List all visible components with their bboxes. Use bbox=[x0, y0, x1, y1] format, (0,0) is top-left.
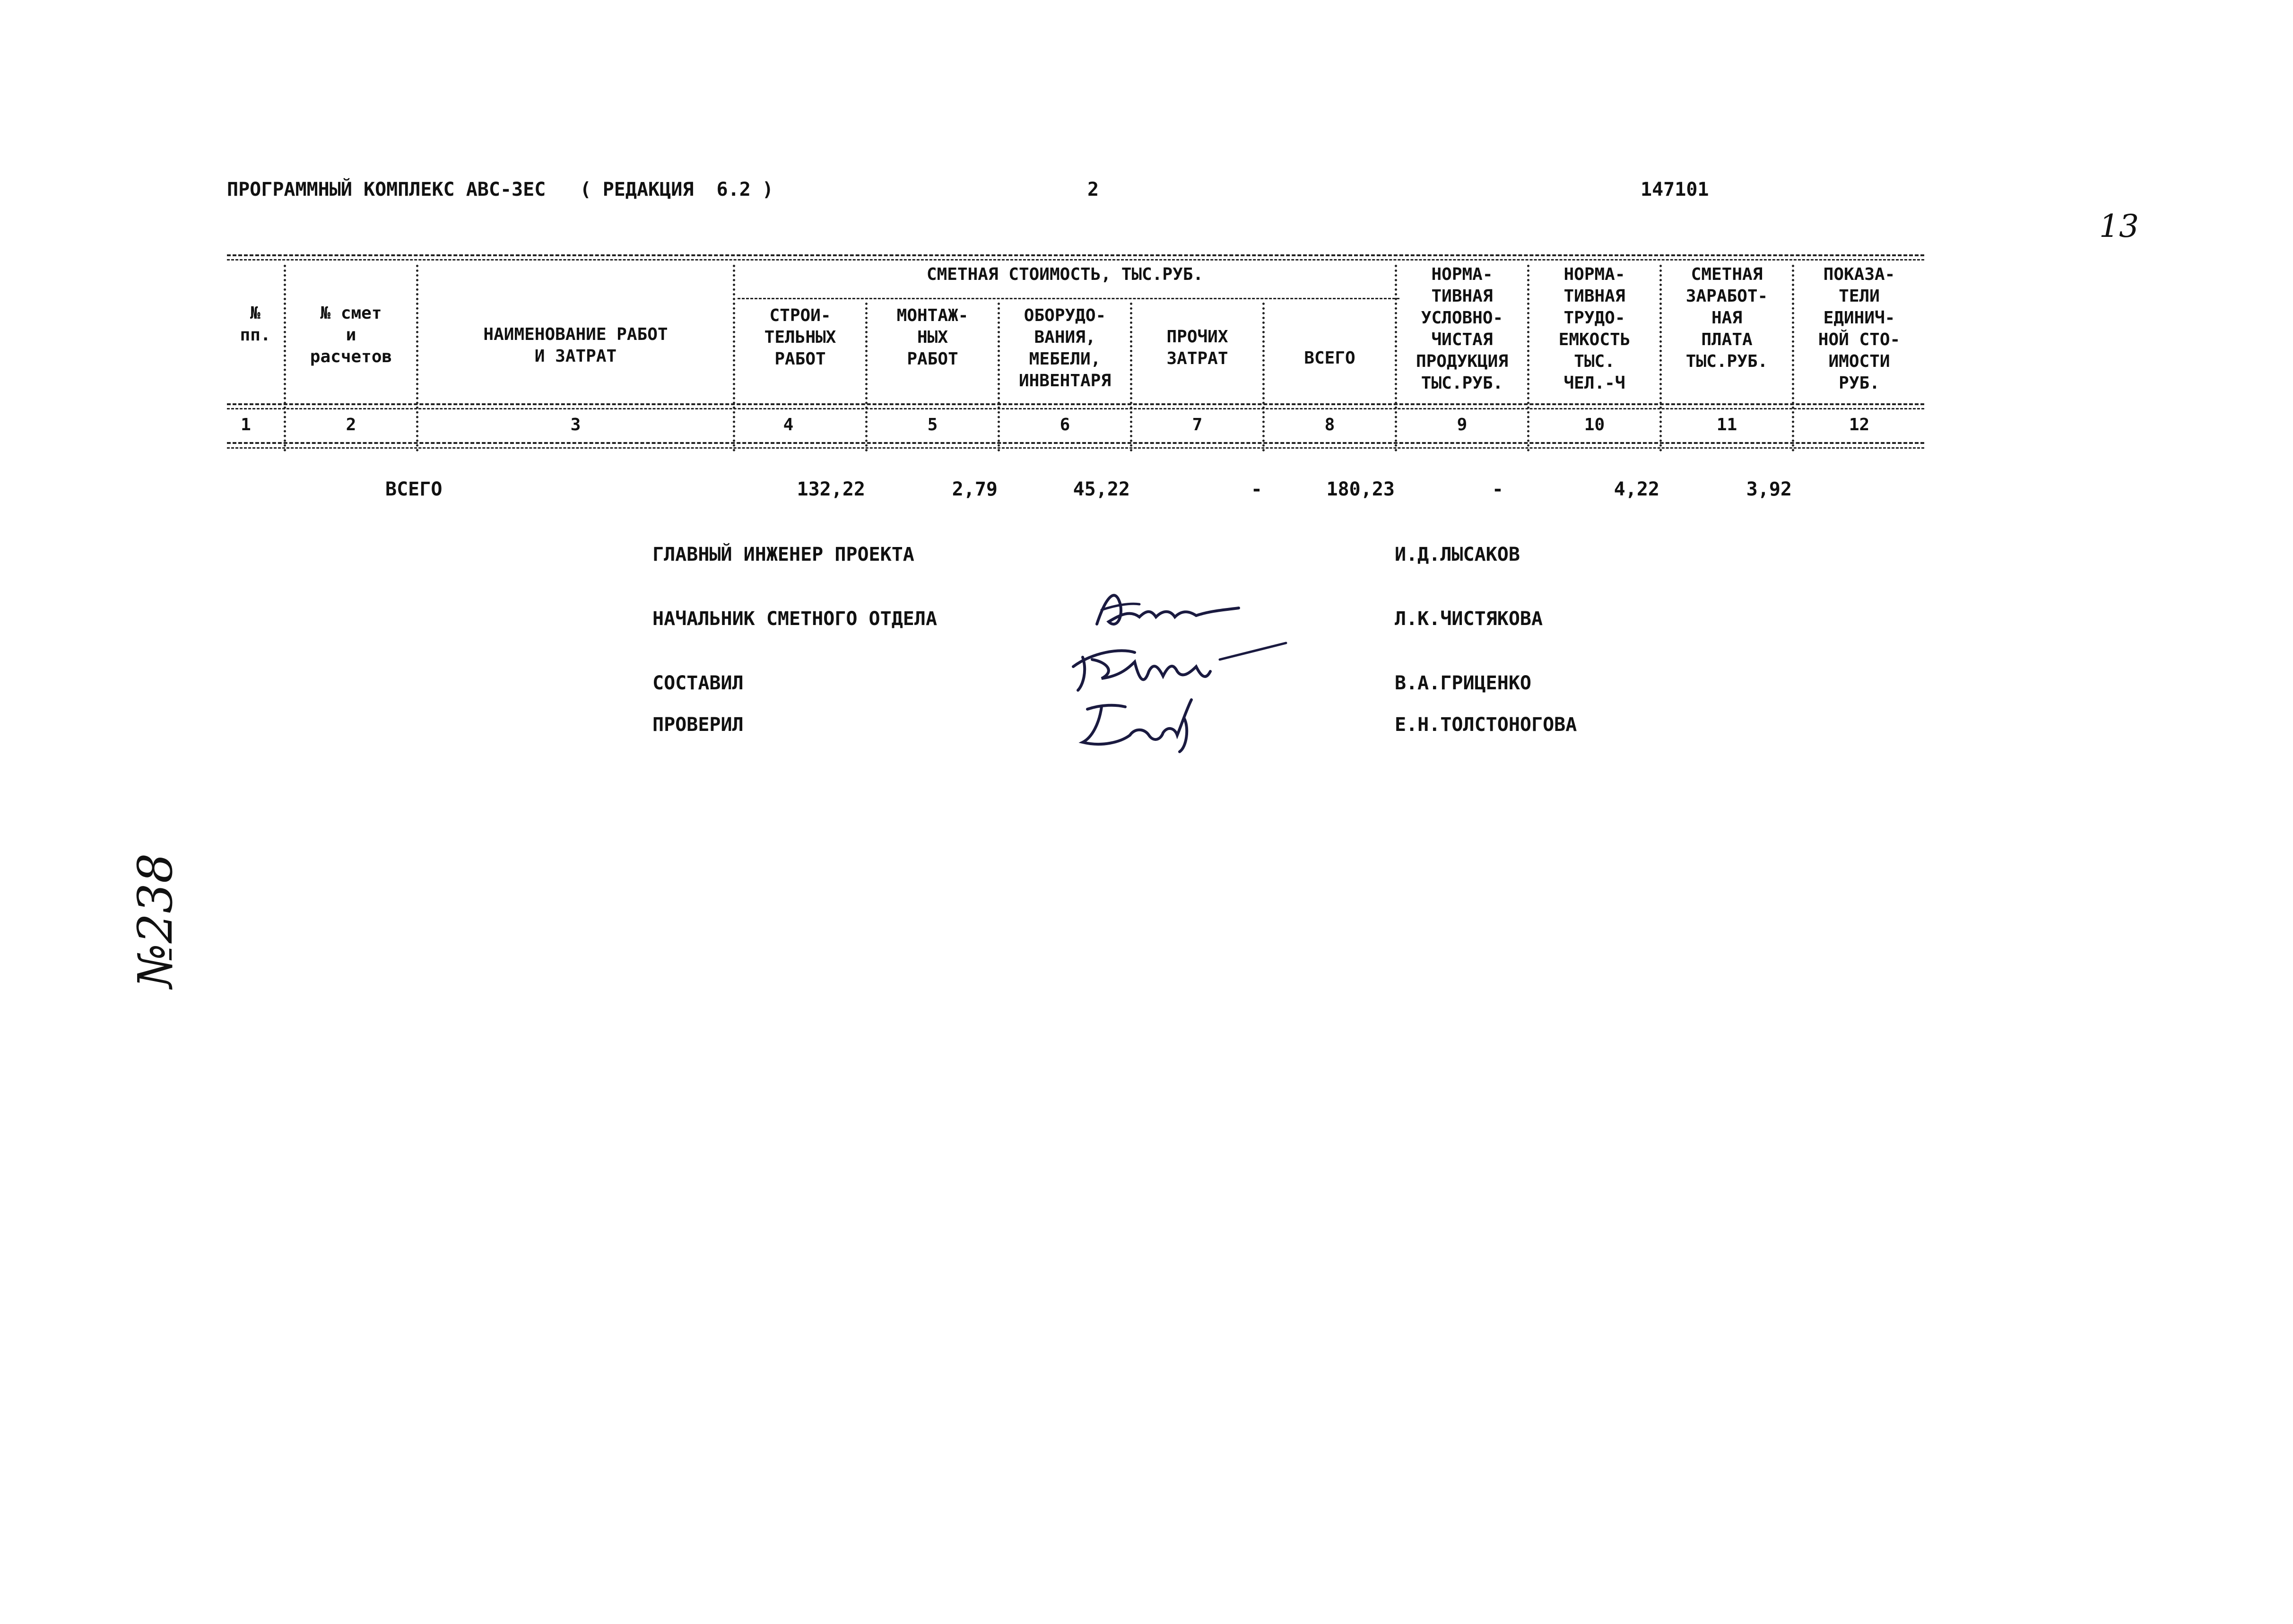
signature-role: ГЛАВНЫЙ ИНЖЕНЕР ПРОЕКТА bbox=[652, 544, 914, 565]
total-construction: 132,22 bbox=[797, 478, 865, 500]
col-number: 5 bbox=[927, 415, 938, 434]
col-header-labor-intensity: НОРМА- ТИВНАЯ ТРУДО- ЕМКОСТЬ ТЫС. ЧЕЛ.-Ч bbox=[1558, 265, 1631, 393]
corner-page-mark: 13 bbox=[2099, 208, 2139, 244]
signature-role: СОСТАВИЛ bbox=[652, 672, 744, 694]
col-number: 8 bbox=[1324, 415, 1335, 434]
total-net-production: - bbox=[1492, 478, 1503, 500]
col-number: 3 bbox=[570, 415, 581, 434]
col-number: 12 bbox=[1849, 415, 1870, 434]
group-subheader-rule bbox=[738, 298, 1399, 299]
col-header-installation: МОНТАЖ- НЫХ РАБОТ bbox=[896, 306, 969, 369]
handwritten-signature-checker bbox=[1073, 690, 1215, 756]
total-labor-intensity: 4,22 bbox=[1614, 478, 1659, 500]
col-number: 2 bbox=[346, 415, 356, 434]
total-row-label: ВСЕГО bbox=[385, 478, 443, 500]
col-header-work-name: НАИМЕНОВАНИЕ РАБОТ И ЗАТРАТ bbox=[483, 325, 668, 366]
numbers-bottom-rule-2 bbox=[227, 447, 1924, 449]
col-header-estimate-number: № смет и расчетов bbox=[310, 304, 392, 366]
header-bottom-rule bbox=[227, 403, 1924, 405]
signature-role: НАЧАЛЬНИК СМЕТНОГО ОТДЕЛА bbox=[652, 608, 938, 630]
handwritten-signature-chief-estimator bbox=[1087, 577, 1248, 638]
col-header-wages: СМЕТНАЯ ЗАРАБОТ- НАЯ ПЛАТА ТЫС.РУБ. bbox=[1685, 265, 1768, 371]
numbers-bottom-rule bbox=[227, 442, 1924, 444]
table-top-rule bbox=[227, 254, 1924, 256]
signature-role: ПРОВЕРИЛ bbox=[652, 714, 744, 736]
page-number: 2 bbox=[1087, 179, 1099, 200]
col-header-total: ВСЕГО bbox=[1304, 348, 1355, 368]
total-all: 180,23 bbox=[1326, 478, 1395, 500]
total-installation: 2,79 bbox=[952, 478, 998, 500]
col-number: 11 bbox=[1716, 415, 1737, 434]
col-header-net-production: НОРМА- ТИВНАЯ УСЛОВНО- ЧИСТАЯ ПРОДУКЦИЯ ТЫС.РУБ. bbox=[1416, 265, 1509, 393]
col-number: 4 bbox=[783, 415, 794, 434]
total-other-costs: - bbox=[1251, 478, 1262, 500]
header-bottom-rule-2 bbox=[227, 408, 1924, 409]
col-header-other-costs: ПРОЧИХ ЗАТРАТ bbox=[1166, 327, 1228, 368]
col-header-item-number: № пп. bbox=[240, 304, 271, 345]
signature-name: Е.Н.ТОЛСТОНОГОВА bbox=[1395, 714, 1577, 736]
table-top-rule-2 bbox=[227, 259, 1924, 261]
col-header-unit-cost: ПОКАЗА- ТЕЛИ ЕДИНИЧ- НОЙ СТО- ИМОСТИ РУБ. bbox=[1818, 265, 1901, 393]
total-equipment: 45,22 bbox=[1073, 478, 1130, 500]
col-number: 9 bbox=[1457, 415, 1468, 434]
col-number: 1 bbox=[241, 415, 251, 434]
signature-name: В.А.ГРИЦЕНКО bbox=[1395, 672, 1531, 694]
program-header: ПРОГРАММНЫЙ КОМПЛЕКС АВС-3ЕС ( РЕДАКЦИЯ 6.2 ) bbox=[227, 179, 773, 200]
total-wages: 3,92 bbox=[1746, 478, 1792, 500]
document-code: 147101 bbox=[1641, 179, 1709, 200]
side-archive-mark: №238 bbox=[128, 853, 183, 988]
col-number: 7 bbox=[1192, 415, 1203, 434]
signature-name: Л.К.ЧИСТЯКОВА bbox=[1395, 608, 1543, 630]
signature-name: И.Д.ЛЫСАКОВ bbox=[1395, 544, 1520, 565]
col-number: 10 bbox=[1584, 415, 1605, 434]
handwritten-signature-compiler bbox=[1064, 634, 1291, 700]
col-header-equipment: ОБОРУДО- ВАНИЯ, МЕБЕЛИ, ИНВЕНТАРЯ bbox=[1018, 306, 1112, 391]
col-header-construction: СТРОИ- ТЕЛЬНЫХ РАБОТ bbox=[764, 306, 836, 369]
col-header-group-cost: СМЕТНАЯ СТОИМОСТЬ, ТЫС.РУБ. bbox=[926, 265, 1204, 284]
col-number: 6 bbox=[1060, 415, 1070, 434]
